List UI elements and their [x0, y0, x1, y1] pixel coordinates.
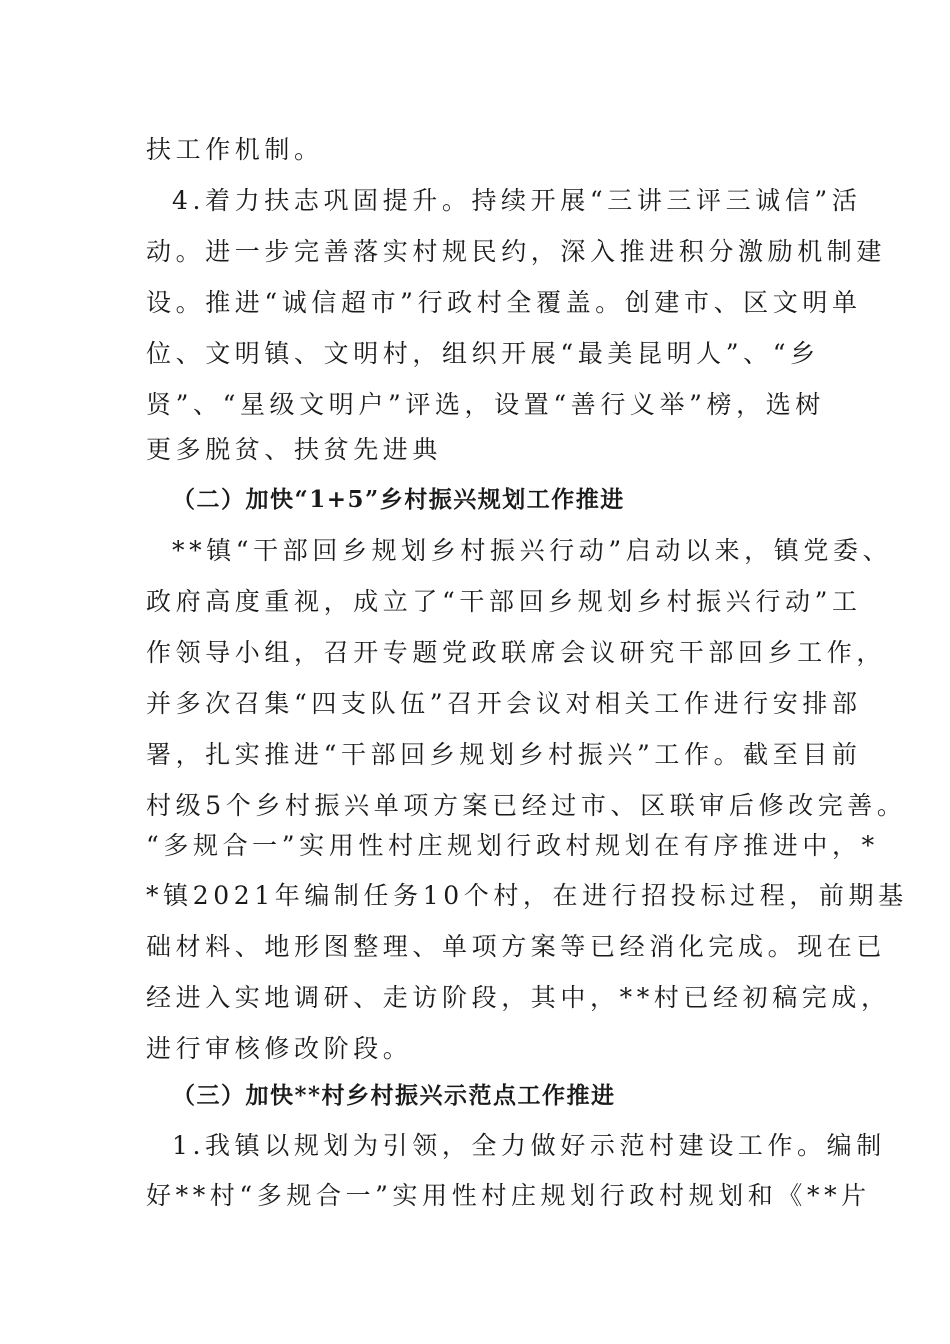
text-line: 署，扎实推进“干部回乡规划乡村振兴”工作。截至目前: [146, 740, 862, 769]
text-line: **镇“干部回乡规划乡村振兴行动”启动以来，镇党委、: [172, 536, 893, 565]
text-line: 更多脱贫、扶贫先进典: [146, 435, 443, 464]
text-line: 础材料、地形图整理、单项方案等已经消化完成。现在已: [146, 932, 887, 961]
text-line: 作领导小组，召开专题党政联席会议研究干部回乡工作，: [146, 638, 887, 667]
text-line: 进行审核修改阶段。: [146, 1034, 413, 1063]
section-heading: （二）加快“1+5”乡村振兴规划工作推进: [172, 486, 625, 513]
text-line: 4.着力扶志巩固提升。持续开展“三讲三评三诚信”活: [172, 186, 862, 215]
text-line: 政府高度重视，成立了“干部回乡规划乡村振兴行动”工: [146, 587, 862, 616]
text-line: “多规合一”实用性村庄规划行政村规划在有序推进中，*: [146, 831, 879, 860]
text-line: 动。进一步完善落实村规民约，深入推进积分激励机制建: [146, 237, 887, 266]
text-line: 位、文明镇、文明村，组织开展“最美昆明人”、“乡: [146, 339, 820, 368]
text-line: 扶工作机制。: [146, 135, 324, 164]
text-line: 设。推进“诚信超市”行政村全覆盖。创建市、区文明单: [146, 288, 862, 317]
text-line: 贤”、“星级文明户”评选，设置“善行义举”榜，选树: [146, 390, 825, 419]
text-line: 并多次召集“四支队伍”召开会议对相关工作进行安排部: [146, 689, 862, 718]
section-heading: （三）加快**村乡村振兴示范点工作推进: [172, 1082, 616, 1109]
text-line: 1.我镇以规划为引领，全力做好示范村建设工作。编制: [172, 1131, 886, 1160]
text-line: 村级5个乡村振兴单项方案已经过市、区联审后修改完善。: [146, 791, 907, 820]
text-line: *镇2021年编制任务10个村，在进行招投标过程，前期基: [146, 881, 908, 910]
text-line: 经进入实地调研、走访阶段，其中，**村已经初稿完成，: [146, 983, 891, 1012]
text-line: 好**村“多规合一”实用性村庄规划行政村规划和《**片: [146, 1181, 871, 1210]
